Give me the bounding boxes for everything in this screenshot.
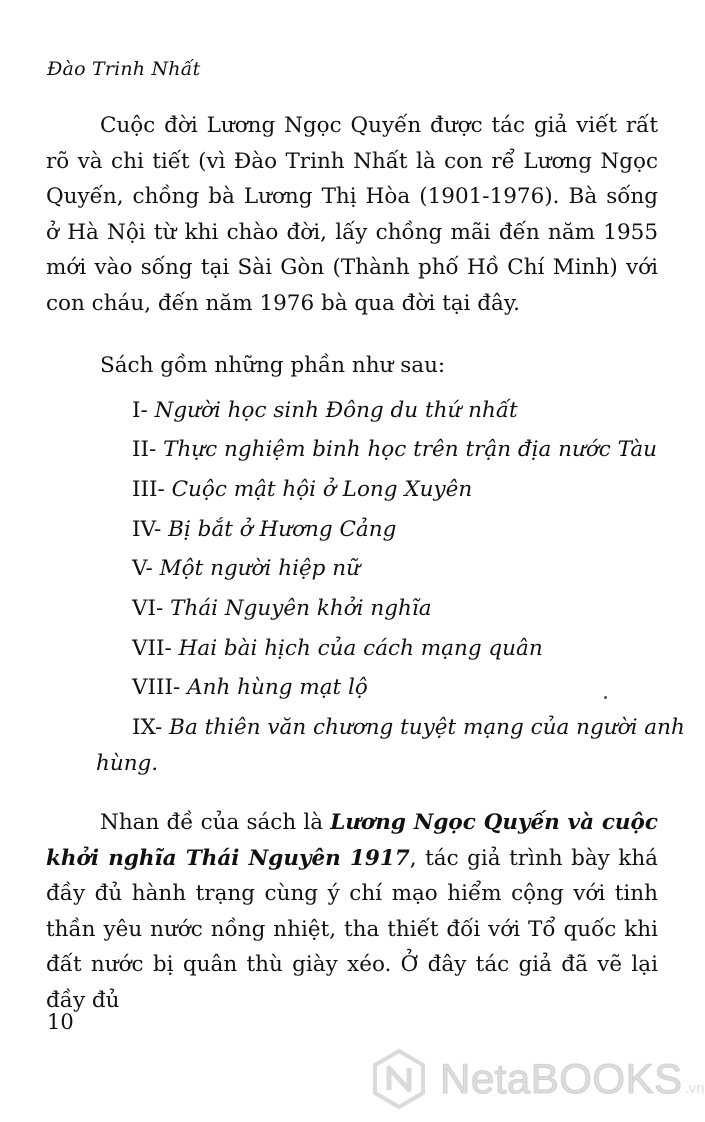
paragraph-2 [46,348,658,384]
netabooks-logo-icon [368,1048,430,1110]
toc-item-continuation: hùng. [96,751,159,776]
watermark-suffix: .vn [684,1080,705,1097]
toc-item-number: II- [132,437,157,462]
paragraph-2-text: Sách gồm những phần như sau: [100,353,446,378]
toc-item-title: Hai bài hịch của cách mạng quân [178,636,543,661]
toc-item [132,512,396,548]
book-title: Lương Ngọc Quyến và cuộc khởi nghĩa Thái Nguyên 1917 [46,810,658,871]
watermark-brand: NetaBOOKS [440,1055,683,1102]
running-head: Đào Trinh Nhất [47,58,201,80]
toc-item-number: VIII- [132,675,181,700]
watermark [368,1036,705,1122]
toc-item-number: IX- [132,715,163,740]
toc-item-title: Người học sinh Đông du thứ nhất [154,398,518,423]
toc-item-number: I- [132,398,148,423]
toc-item-title: Cuộc mật hội ở Long Xuyên [171,477,473,502]
toc-item [132,670,368,706]
toc-item-title: Ba thiên văn chương tuyệt mạng của người anh [169,715,685,740]
toc-item-number: VII- [132,636,172,661]
toc-item-number: III- [132,477,165,502]
toc-item-title: Thực nghiệm binh học trên trận địa nước Tàu [163,437,658,462]
watermark-text [440,1055,705,1103]
toc-item-title: Anh hùng mạt lộ [187,675,368,700]
paragraph-3 [46,805,658,1019]
toc-item-title: Thái Nguyên khởi nghĩa [170,596,432,621]
toc-item-title: Một người hiệp nữ [159,556,360,581]
page-number: 10 [47,1010,74,1034]
paragraph-3-rest: , tác giả trình bày khá đầy đủ hành trạng cùng ý chí mạo hiểm cộng với tinh thần yêu nước nồng nhiệt, tha thiết đối với Tổ quốc khi đất nước bị quân thù giày xéo. Ở đây tác giả đã vẽ lại đầy đủ [46,845,659,1013]
paragraph-1 [46,108,658,322]
toc-item [132,631,543,667]
paragraph-1-text: Cuộc đời Lương Ngọc Quyến được tác giả viết rất rõ và chi tiết (vì Đào Trinh Nhất là con rể Lương Ngọc Quyến, chồng bà Lương Thị Hòa (1901-1976). Bà sống ở Hà Nội từ khi chào đời, lấy chồng mãi đến năm 1955 mới vào sống tại Sài Gòn (Thành phố Hồ Chí Minh) với con cháu, đến năm 1976 bà qua đời tại đây. [46,113,658,316]
toc-item-title: Bị bắt ở Hương Cảng [168,517,397,542]
paragraph-3-text [46,805,658,1019]
toc-item [132,710,685,746]
toc-item-number: VI- [132,596,164,621]
toc-item-number: IV- [132,517,162,542]
toc-item-number: V- [132,556,153,581]
paragraph-3-lead: Nhan đề của sách là [100,810,331,835]
toc-item [132,472,472,508]
print-speck [604,696,607,699]
toc-item [132,551,360,587]
toc-item [132,432,657,468]
toc-item [132,591,432,627]
toc-item [132,393,518,429]
